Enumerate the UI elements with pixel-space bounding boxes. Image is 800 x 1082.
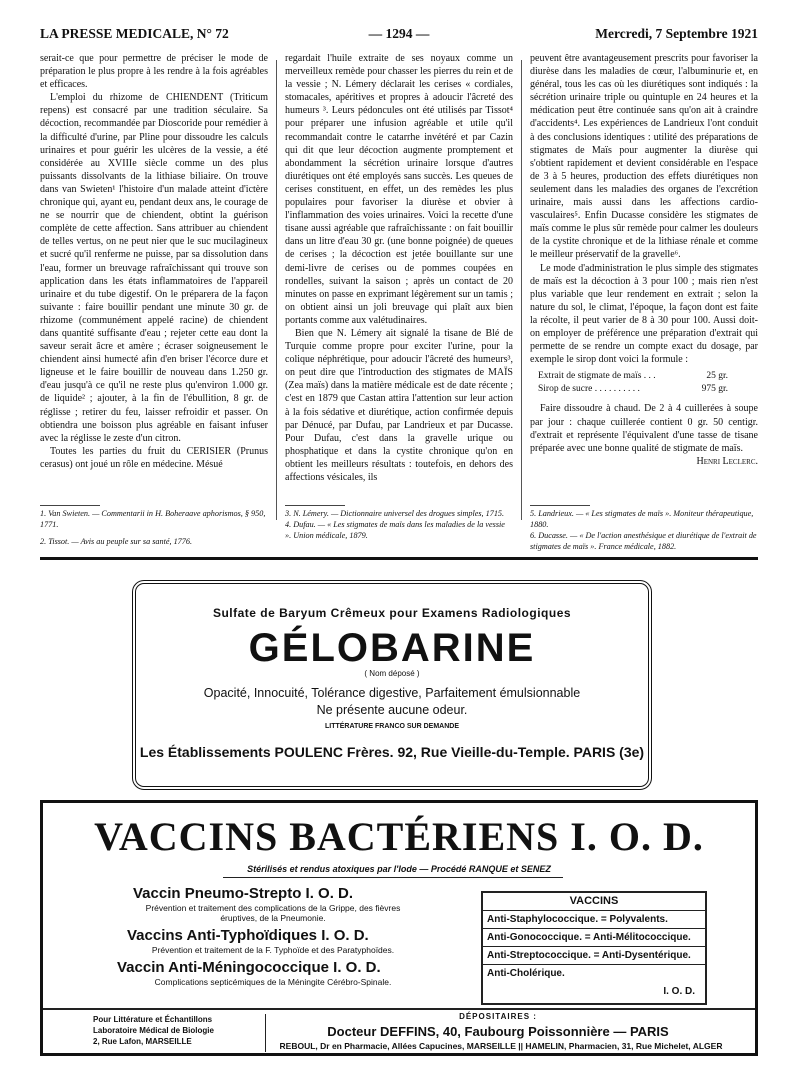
depositaires-others: REBOUL, Dr en Pharmacie, Allées Capucines, MARSEILLE || HAMELIN, Pharmacien, 31, Rue Michelet, ALGER	[279, 1041, 723, 1051]
vaccine-name: Vaccin Pneumo-Strepto I. O. D.	[133, 885, 354, 902]
article-columns	[40, 52, 758, 557]
paragraph: Le mode d'administration le plus simple des stigmates de maïs est la décoction à 3 pour 100 ; mais rien n'est plus variable que leur rendement en extrait ; selon la nature du sol, le climat, l'époque, la façon dont est faite la récolte, il peut varier de 8 à 30 pour 100. Aussi doit-on employer de préférence une préparation d'extrait qui permette de se rendre un compte exact du dosage, par exemple le sirop dont voici la formule :	[530, 262, 758, 366]
formula-qty: 25 gr.	[706, 371, 728, 382]
page-number: — 1294 —	[368, 26, 430, 41]
depositaire-main: Docteur DEFFINS, 40, Faubourg Poissonnière — PARIS	[327, 1024, 669, 1039]
issue-date: Mercredi, 7 Septembre 1921	[595, 26, 758, 41]
literature-line: Pour Littérature et Échantillons	[93, 1015, 213, 1024]
box-brand: I. O. D.	[663, 986, 695, 997]
footnotes-col1	[40, 508, 268, 547]
footnote-rule	[40, 505, 100, 506]
ad-title: VACCINS BACTÉRIENS I. O. D.	[94, 814, 704, 859]
footnote: 6. Ducasse. — « De l'action anesthésique et diurétique de l'extrait de stigmates de maïs ». France médicale, 1882.	[530, 531, 757, 551]
ad-brand: GÉLOBARINE	[248, 626, 536, 670]
author-signature: Henri Leclerc.	[696, 455, 758, 467]
footnote: 5. Landrieux. — « Les stigmates de maïs ». Moniteur thérapeutique, 1880.	[530, 509, 754, 529]
footnote: 1. Van Swieten. — Commentarii in H. Boheraave aphorismos, § 950, 1771.	[40, 509, 266, 529]
vaccines-box	[481, 891, 707, 1005]
formula-qty: 975 gr.	[701, 384, 728, 395]
paragraph: serait-ce que pour permettre de préciser le mode de préparation le plus propre à les rendre à la fois agréables et efficaces.	[40, 53, 268, 91]
vaccine-desc: Complications septicémiques de la Méningite Cérébro-Spinale.	[154, 977, 392, 987]
formula-item: Extrait de stigmate de maïs . . .	[538, 371, 656, 382]
paragraph: Bien que N. Lémery ait signalé la tisane de Blé de Turquie comme propre pour exciter l'urine, pour la colique néphrétique, pour adoucir l'âcreté des humeurs³, on peut dire que l'introduction des stigmates de MAÏS (Zea maïs) dans la matière médicale est de date récente ; c'est en 1879 que Castan attira l'attention sur leur action à la fois sédative et diurétique, action confirmée depuis par Dénucé, par Dufau, par Landrieux et par Ducasse. Pour Dufau, c'est dans la gravelle urique ou phosphatique et dans la cystite chronique qu'on en obtient les meilleurs résultats : toutefois, en dehors des affections vésicales, ils	[285, 327, 513, 483]
footnote: 3. N. Lémery. — Dictionnaire universel des drogues simples, 1715.	[285, 509, 505, 518]
divider	[223, 877, 563, 878]
paragraph: regardait l'huile extraite de ses noyaux comme un merveilleux remède pour chasser les pierres du rein et de la vessie ; N. Lémery déclarait les cerises « cordiales, stomacales, apéritives et propres à adoucir l'âcreté des humeurs ³. Leurs pédoncules ont été utilisés par Tissot⁴ pour préparer une infusion agréable et utile qu'il recommandait contre le catarrhe invétéré et par Cazin qui dit que leur décoction augmente promptement et abondamment la sécrétion urinaire lorsque d'autres diurétiques ont été employés sans succès. Les queues de cerises constituent, en effet, un des remèdes les plus populaires pour favoriser la diurèse et obvier à l'inflammation des voies urinaires. Voici la recette d'une tisane aussi agréable que rafraîchissante : on fait bouillir dans un litre d'eau 30 gr. (une bonne poignée) de queues de cerises ; la décoction est jetée bouillante sur une demi-livre de cerises ou de pommes coupées en rondelles, suivant la saison ; après un contact de 20 minutes on passe en exprimant légèrement sur un tamis ; on obtient ainsi un joli breuvage qui plaît aux bien portants comme aux valétudinaires.	[285, 53, 513, 326]
footnote: 2. Tissot. — Avis au peuple sur sa santé, 1776.	[40, 537, 193, 546]
footnotes-col3	[530, 508, 758, 552]
ad-footer	[43, 1008, 755, 1054]
depositaires-heading: DÉPOSITAIRES :	[459, 1012, 537, 1021]
box-title: VACCINS	[569, 895, 619, 907]
page-header	[40, 26, 758, 44]
vaccine-name: Vaccin Anti-Méningococcique I. O. D.	[117, 959, 381, 976]
column-3	[530, 52, 758, 557]
box-row: Anti-Streptococcique. = Anti-Dysentérique.	[483, 946, 705, 961]
ad-subtitle: Stérilisés et rendus atoxiques par l'Iode — Procédé RANQUE et SENEZ	[247, 864, 551, 874]
column-1	[40, 52, 268, 557]
box-row: Anti-Staphylococcique. = Polyvalents.	[483, 910, 705, 925]
formula	[538, 370, 758, 396]
paragraph: L'emploi du rhizome de CHIENDENT (Triticum repens) est consacré par une tradition séculaire. Sa décoction, recommandée par Dioscoride pour remédier à la difficulté d'urine, par Pline pour dissoudre les calculs urinaires et pour guérir les ulcères de la vessie, a été considérée au XVIIIe siècle comme un des plus puissants dissolvants de la lithiase biliaire. On trouve dans van Swieten¹ l'histoire d'un malade atteint d'ictère chronique qui, ayant eu, pendant deux ans, le courage de ne se nourrir que de chiendent, obtint la guérison complète de cette affection. Sans attribuer au chiendent de telles vertus, on ne peut nier que le suc mucilagineux et sucré qu'il renferme ne puisse, par sa dissolution dans l'eau, former un breuvage rafraîchissant qui trouve son application dans les états inflammatoires de l'appareil urinaire et du tube digestif. On le préparera de la façon suivante : faire bouillir pendant une minute 30 gr. de rhizome (communément appelé racine) de chiendent dans quantité suffisante d'eau ; rejeter cette eau dont la saveur serait âcre et amère ; écraser soigneusement le chiendent ainsi humecté afin d'en briser l'écorce dure et ligneuse et le faire bouillir de nouveau dans 1.250 gr. d'eau jusqu'à ce qu'il ne reste plus qu'environ 1.000 gr. de liquide² ; ajouter, à la fin de l'ébullition, 8 gr. de réglisse ; retirer du feu, laisser refroidir et passer. On obtiendra une boisson plus agréable en faisant infuser avec la réglisse le zeste d'un citron.	[40, 92, 268, 444]
box-row: Anti-Gonococcique. = Anti-Mélitococcique.	[483, 928, 705, 943]
column-divider	[276, 60, 277, 520]
literature-address	[93, 1014, 214, 1047]
ad-tagline: Ne présente aucune odeur.	[316, 703, 468, 717]
section-divider	[40, 557, 758, 560]
paragraph: Toutes les parties du fruit du CERISIER (Prunus cerasus) ont joué un rôle en médecine. Mésué	[40, 445, 268, 470]
column-divider	[521, 60, 522, 520]
vaccine-desc: Prévention et traitement de la F. Typhoïde et des Paratyphoïdes.	[151, 945, 395, 955]
footnotes-col2	[285, 508, 513, 541]
literature-line: 2, Rue Lafon, MARSEILLE	[93, 1037, 192, 1046]
vaccins-advertisement	[40, 800, 758, 1056]
paragraph: Faire dissoudre à chaud. De 2 à 4 cuillerées à soupe par jour : chaque cuillerée contient 0 gr. 50 centigr. d'extrait et représente l'équivalent d'une tasse de tisane préparée avec une bonne qualité de stigmate de maïs.	[530, 403, 758, 454]
paragraph: peuvent être avantageusement prescrits pour favoriser la diurèse dans les maladies de cœur, l'albuminurie et, en général, tous les cas où les diurétiques sont indiqués : la sécrétion urinaire triple ou quintuple en 24 heures et la médication peut être continuée sans qu'on ait à craindre d'accidents⁴. Les expériences de Landrieux l'ont conduit à des conclusions identiques : utilité des préparations de stigmates de Maïs pour augmenter la diurèse qui s'obtient rapidement et devient considérable en l'espace de 3 à 5 heures, production des effets diurétiques non seulement dans les maladies des organes de l'excrétion urinaire, mais aussi dans les affections cardio-vasculaires⁵. Enfin Ducasse considère les stigmates de maïs comme le plus sûr remède pour calmer les douleurs de la cystite chronique et de la lithiase rénale et comme le meilleur préservatif de la gravelle⁶.	[530, 53, 758, 261]
formula-item: Sirop de sucre . . . . . . . . . .	[538, 384, 640, 395]
vaccine-name: Vaccins Anti-Typhoïdiques I. O. D.	[127, 927, 369, 944]
footnote-rule	[285, 505, 345, 506]
footnote-rule	[530, 505, 590, 506]
ad-company: Les Établissements POULENC Frères. 92, Rue Vieille-du-Temple. PARIS (3e)	[139, 744, 645, 760]
ad-tagline: Opacité, Innocuité, Tolérance digestive, Parfaitement émulsionnable	[203, 686, 581, 700]
box-row: Anti-Cholérique.	[483, 964, 705, 979]
journal-title: LA PRESSE MEDICALE, N° 72	[40, 26, 229, 41]
ad-deposited: ( Nom déposé )	[364, 669, 420, 678]
ad-literature: LITTÉRATURE FRANCO SUR DEMANDE	[324, 723, 460, 730]
gelobarine-advertisement	[132, 580, 652, 790]
literature-line: Laboratoire Médical de Biologie	[93, 1026, 214, 1035]
divider	[265, 1014, 266, 1052]
column-2	[285, 52, 513, 557]
vaccine-desc: Prévention et traitement des complications de la Grippe, des fièvres éruptives, de la Pneumonie.	[145, 903, 401, 923]
ad-subtitle: Sulfate de Baryum Crêmeux pour Examens Radiologiques	[212, 606, 572, 620]
footnote: 4. Dufau. — « Les stigmates de maïs dans les maladies de la vessie ». Union médicale, 1879.	[285, 520, 505, 540]
